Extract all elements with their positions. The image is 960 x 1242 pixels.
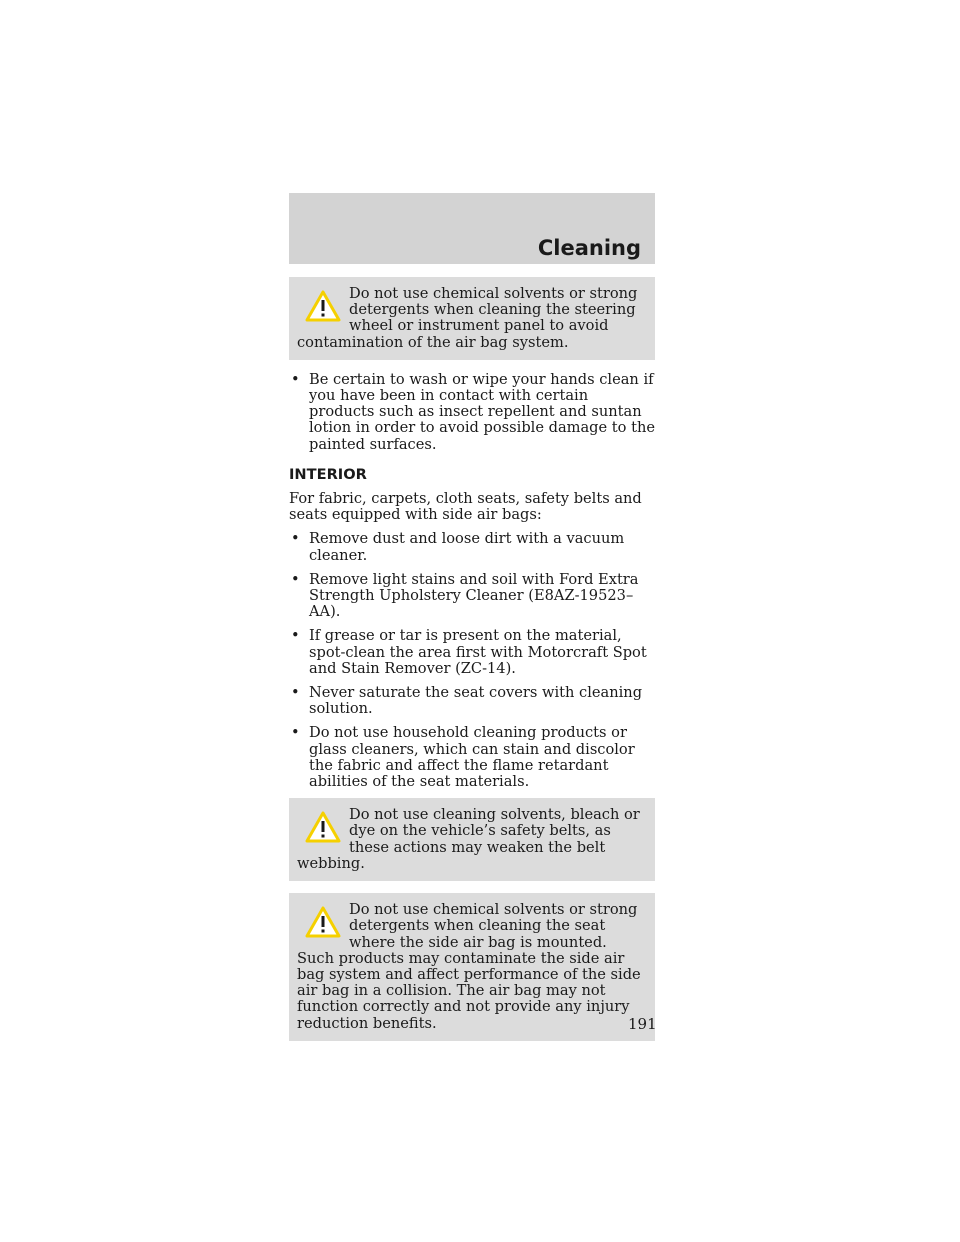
list-item: • Be certain to wash or wipe your hands clean if you have been in contact with certain products such as insect repellent and suntan lotion in order to avoid possible damage to the painted surfaces.: [291, 370, 655, 453]
warning-text: Do not use cleaning solvents, bleach or dye on the vehicle’s safety belts, as these actions may weaken the belt webbing.: [297, 806, 640, 872]
warning-triangle-icon: [305, 811, 341, 843]
interior-intro: For fabric, carpets, cloth seats, safety belts and seats equipped with side air bags:: [289, 490, 642, 524]
section-header-bar: [289, 193, 655, 264]
warning-text: Do not use chemical solvents or strong detergents when cleaning the seat where the side air bag is mounted. Such products may contaminate the side air bag system and affect performance of the side air bag in a collision. The air bag may not function correctly and not provide any injury reduction benefits.: [297, 901, 641, 1032]
page-content: [289, 277, 655, 1053]
warning-box-steering-wheel: [289, 277, 655, 360]
list-item: • Never saturate the seat covers with cleaning solution.: [291, 684, 643, 718]
list-item: • Do not use household cleaning products or glass cleaners, which can stain and discolor the fabric and affect the flame retardant abilities of the seat materials.: [291, 724, 635, 791]
warning-box-side-air-bag: [289, 893, 655, 1041]
section-title: Cleaning: [537, 236, 641, 260]
warning-triangle-icon: [305, 906, 341, 938]
warning-box-safety-belts: [289, 798, 655, 881]
page-number: 191: [628, 1015, 657, 1033]
list-item: • Remove dust and loose dirt with a vacuum cleaner.: [291, 530, 625, 564]
list-item: • Remove light stains and soil with Ford Extra Strength Upholstery Cleaner (E8AZ-19523–AA).: [291, 570, 639, 621]
warning-triangle-icon: [305, 290, 341, 322]
section-heading-interior: INTERIOR: [289, 465, 367, 483]
list-item: • If grease or tar is present on the material, spot-clean the area first with Motorcraft Spot and Stain Remover (ZC-14).: [291, 627, 647, 677]
warning-text: Do not use chemical solvents or strong detergents when cleaning the steering wheel or instrument panel to avoid contamination of the air bag system.: [297, 285, 638, 351]
